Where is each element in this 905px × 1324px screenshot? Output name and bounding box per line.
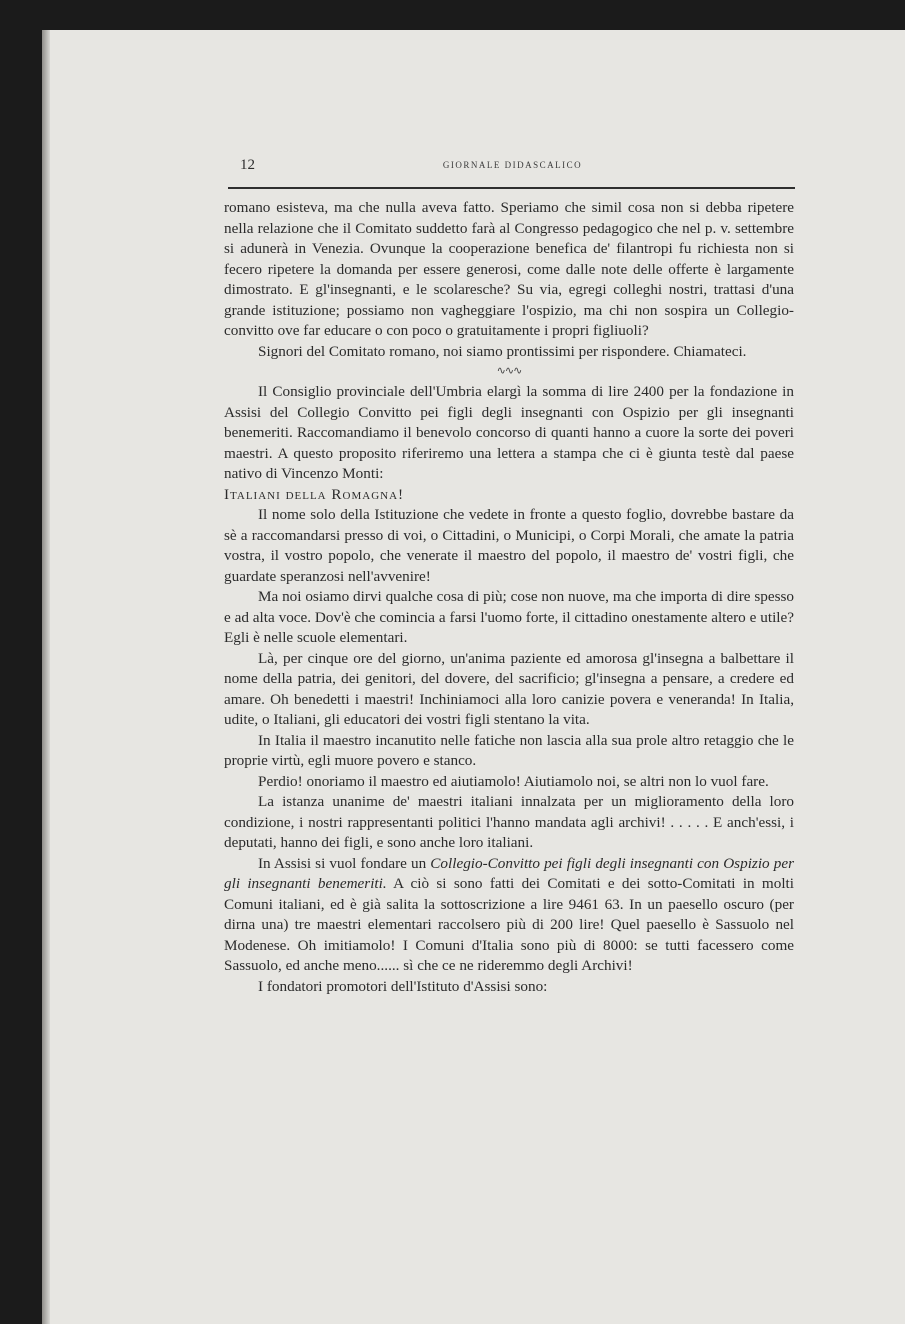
paragraph: romano esisteva, ma che nulla aveva fatto. Speriamo che simil cosa non si debba ripetere nella relazione che il Comitato suddetto farà al Congresso pedagogico che nel p. v. settembre si adunerà in Venezia. Ovunque la cooperazione benefica de' filantropi fu richiesta non si fecero ripetere la domanda per essere generosi, come dalle note delle offerte è largamente dimostrato. E gl'insegnanti, e le scolaresche? Su via, egregi colleghi nostri, trattasi d'una grande istituzione; possiamo non vagheggiare l'ospizio, ma chi non sospira un Collegio-convitto ove far educare o con poco o gratuitamente i propri figliuoli? <box>224 199 794 339</box>
running-title: GIORNALE DIDASCALICO <box>442 160 583 170</box>
paragraph: Signori del Comitato romano, noi siamo prontissimi per rispondere. Chiamateci. <box>258 342 747 360</box>
page-edge-shadow <box>42 30 50 1324</box>
paragraph: Là, per cinque ore del giorno, un'anima paziente ed amorosa gl'insegna a balbettare il nome della patria, dei genitori, del dovere, del sacrificio; gl'insegna a pensare, a credere ed amare. Oh benedetti i maestri! Inchiniamoci alla loro canizie povera e veneranda! In Italia, udite, o Italiani, gli educatori dei vostri figli stentano la vita. <box>224 649 794 728</box>
paragraph: In Italia il maestro incanutito nelle fatiche non lascia alla sua prole altro retaggio che le proprie virtù, egli muore povero e stanco. <box>224 731 794 769</box>
header-rule <box>228 187 795 189</box>
paragraph: Il Consiglio provinciale dell'Umbria elargì la somma di lire 2400 per la fondazione in Assisi del Collegio Convitto pei figli degli insegnanti con Ospizio per gli insegnanti benemeriti. Raccomandiamo il benevolo concorso di quanti hanno a cuore la sorte dei poveri maestri. A questo proposito riferiremo una lettera a stampa che ci è giunta testè dal paese nativo di Vincenzo Monti: <box>224 383 794 482</box>
paragraph: Il nome solo della Istituzione che vedete in fronte a questo foglio, dovrebbe bastare da sè a raccomandarsi presso di voi, o Cittadini, o Municipi, o Corpi Morali, che amate la patria vostra, il vostro popolo, che venerate il maestro del popolo, il maestro de' vostri figli, che guardate speranzosi nell'avvenire! <box>224 506 794 585</box>
paragraph: La istanza unanime de' maestri italiani innalzata per un miglioramento della loro condizione, i nostri rappresentanti politici l'hanno mandata agli archivi! . . . . . E anch'essi, i deputati, hanno dei figli, e sono anche loro italiani. <box>224 793 794 851</box>
body-text <box>224 198 794 997</box>
paragraph-text: In Assisi si vuol fondare un <box>258 854 431 872</box>
paragraph <box>224 854 794 977</box>
page-number: 12 <box>240 157 255 173</box>
paragraph-text: A ciò si sono fatti dei Comitati e dei sotto-Comitati in molti Comuni italiani, ed è già salita la sottoscrizione a lire 9461 63. In un paesello oscuro (per dirna una) tre maestri elementari raccolsero più di 200 lire! Quel paesello è Sassuolo nel Modenese. Oh imitiamolo! I Comuni d'Italia sono più di 8000: se tutti facessero come Sassuolo, ed anche meno...... sì che ce ne rideremmo degli Archivi! <box>224 875 794 974</box>
page-header <box>230 157 795 177</box>
paragraph: Perdio! onoriamo il maestro ed aiutiamolo! Aiutiamolo noi, se altri non lo vuol fare. <box>258 772 769 790</box>
section-divider: ∿∿∿ <box>496 365 522 377</box>
letter-heading: Italiani della Romagna! <box>224 485 405 503</box>
paragraph: Ma noi osiamo dirvi qualche cosa di più; cose non nuove, ma che importa di dire spesso e ad alta voce. Dov'è che comincia a farsi l'uomo forte, il cittadino onestamente altero e utile? Egli è nelle scuole elementari. <box>224 588 794 646</box>
paragraph: I fondatori promotori dell'Istituto d'Assisi sono: <box>258 977 548 995</box>
institution-name-italic: Collegio-Convitto pei figli degli insegnanti con Ospizio per gli insegnanti benemeriti. <box>224 854 794 892</box>
